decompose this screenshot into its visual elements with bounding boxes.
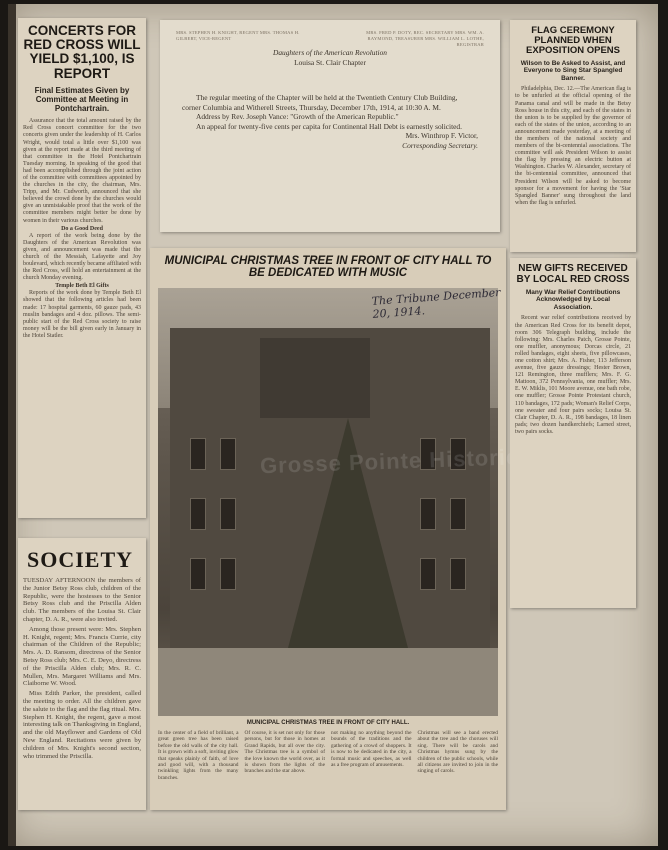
building-window	[220, 438, 236, 470]
subheadline: Final Estimates Given by Committee at Meeting in Pontchartrain.	[34, 85, 130, 114]
building-window	[420, 558, 436, 590]
article-body: Miss Edith Parker, the president, called the meeting to order. All the children gave the salute to the flag and the flag ritual. Mrs. Stephen H. Knight, the regent, gave a most interesting talk on Thanksgiving in England, and the old Mayflower and Gardens of Old New England. Recitations were given by children of Mrs. Knight's second section, who trimmed the Priscilla.	[23, 690, 141, 760]
signature: Mrs. Winthrop F. Victor,	[405, 131, 478, 140]
building-window	[420, 498, 436, 530]
appeal-notice: An appeal for twenty-five cents per capita for Continental Hall Debt is earnestly solicited.	[196, 121, 462, 131]
section-subhead: Do a Good Deed	[61, 225, 103, 232]
article-column: Of course, it is set not only for those persons, but for those in homes at Grand Rapids, but all over the city. The Christmas tree is a symbol of the love known the world over, as it is shown from the lights of the branches and the star above.	[244, 730, 325, 775]
article-body: Recent war relief contributions received by the American Red Cross for its benefit depot, room 306 Telegraph building, include the following: Mrs. Charles Patch, Grosse Pointe, one muffler, anonymous; Dorcas circle, 21 rolled bandages, eight sheets, five pillowcases, one cotton shirt; Mrs. A. Fisher, 113 Jefferson avenue, five gauze dressings; Hester Brown, 121 Remington, three mufflers; Mrs. F. G. Mattoon, 372 Pennsylvania, one muffler; Mrs. E. W. Miklis, 101 Moore avenue, one bath robe, one muffler; Grosse Pointe Protestant church, 110 bandages, 172 pads; Woman's Relief Corps, one sweater and four pairs socks; Louisa St. Clair Chapter, D. A. R., 198 bandages, 18 linen pads; two dozen handkerchiefs; Larned street, two pairs socks.	[515, 315, 631, 435]
headline: NEW GIFTS RECEIVED BY LOCAL RED CROSS	[516, 263, 630, 285]
clipping-christmas-tree	[150, 248, 506, 810]
article-column: Christmas will see a band erected about the tree and the choruses will sing. There will be carols and Christmas hymns sung by the children of the public schools, while all citizens are invited to join in the singing of carols.	[417, 730, 498, 775]
building-window	[190, 438, 206, 470]
officers-left: MRS. STEPHEN H. KNIGHT, REGENT MRS. THOMAS H. GILBERT, VICE-REGENT	[176, 30, 300, 41]
headline: SOCIETY	[27, 547, 134, 572]
building-window	[190, 498, 206, 530]
article-body: TUESDAY AFTERNOON the members of the Junior Betsy Ross club, children of the Republic, were the hostesses to the Senior Betsy Ross club and the Priscilla Alden club. The members of the Louisa St. Clair chapter, D. A. R., were also invited.	[23, 577, 141, 624]
headline: FLAG CEREMONY PLANNED WHEN EXPOSITION OPENS	[526, 25, 620, 56]
dar-chapter-notice	[160, 20, 500, 232]
article-column: In the center of a field of brilliant, a great green tree has been raised before the old walls of the city hall. It is grown with a soft, inviting glow that speaks plainly of faith, of love and good will, with a thousand twinkling lights from the many branches.	[158, 730, 239, 781]
city-hall-photo	[158, 288, 498, 716]
signature-title: Corresponding Secretary.	[402, 140, 478, 150]
letterhead-officers	[160, 20, 500, 48]
section-subhead: Temple Beth El Gifts	[55, 283, 109, 290]
clipping-society	[18, 538, 146, 810]
christmas-tree	[288, 418, 408, 648]
building-window	[220, 498, 236, 530]
officers-right: MRS. FRED P. DOTY, REC. SECRETARY MRS. WM. A. RAYMOND, TREASURER MRS. WILLIAM L. LOTHE, REGISTRAR	[366, 30, 484, 47]
article-column: not making no anything beyond the bounds of the traditions and the gathering of a crowd of shoppers. It is now to be dedicated in the city, a formal music and speeches, as well as a free program of amusements.	[331, 730, 412, 769]
building-window	[220, 558, 236, 590]
handwritten-source-note: The Tribune December 20, 1914.	[371, 285, 501, 321]
building-window	[450, 438, 466, 470]
building-window	[450, 498, 466, 530]
article-body: Philadelphia, Dec. 12.—The American flag is to be unfurled at the official opening of the Panama canal and will be made in the Betsy Ross house in this city, and each of the states in the union is to be supplied by the governor of each of the states of the union, according to an announcement made yesterday, at a meeting of the members of the national society and members of the bi-centennial associations. The committee will ask President Wilson to assist the flag by pressing an electric button at Washington. Charles W. Alexander, secretary of the bi-centennial committee, announced that President Wilson will be asked to become sponsor for a movement for having the 'Star Spangled Banner' sung throughout the land when the flag is unfurled.	[515, 86, 631, 206]
address-notice: Address by Rev. Joseph Vance: "Growth of the American Republic."	[196, 112, 399, 121]
page-binding	[8, 4, 16, 846]
article-body: Among those present were: Mrs. Stephen H. Knight, regent; Mrs. Francis Currie, city chairman of the Children of the Republic; Mrs. A. D. Ransom, directress of the Senior Betsy Ross club; Mrs. C. E. Deyo, directress of the Priscilla Alden club; Mrs. R. C. Mullen, Mrs. Margaret Williams and Mrs. Claiborne W. Wood.	[23, 625, 141, 688]
subheadline: Wilson to Be Asked to Assist, and Everyone to Sing Star Spangled Banner.	[520, 59, 626, 82]
chapter-name: Louisa St. Clair Chapter	[294, 57, 366, 67]
building-window	[420, 438, 436, 470]
clipping-flag-ceremony	[510, 20, 636, 252]
clipping-red-cross-concerts	[18, 18, 146, 518]
headline: MUNICIPAL CHRISTMAS TREE IN FRONT OF CITY HALL TO BE DEDICATED WITH MUSIC	[164, 255, 492, 280]
article-columns	[158, 730, 498, 808]
organization-name: Daughters of the American Revolution	[273, 48, 387, 57]
headline: CONCERTS FOR RED CROSS WILL YIELD $1,100, IS REPORT	[23, 23, 141, 81]
meeting-notice: The regular meeting of the Chapter will be held at the Twentieth Century Club Building, corner Columbia and Witherell Streets, Thursday, December 17th, 1914, at 10:30 A. M.	[182, 93, 458, 112]
photo-caption: MUNICIPAL CHRISTMAS TREE IN FRONT OF CITY HALL.	[246, 720, 410, 726]
city-hall-tower	[260, 338, 370, 418]
plaza-ground	[158, 648, 498, 716]
article-body: Reports of the work done by Temple Beth El showed that the following articles had been made: 17 hospital garments, 60 gauze pads, 43 muslin bandages and 4 doz. pillows. The semi-public start of the Red Cross society to raise money will be the bill given early in January in the Hotel Statler.	[23, 290, 141, 339]
article-body: A report of the work being done by the Daughters of the American Revolution was given, and announcement was made that the church of the Messiah, Lafayette and Joy boulevard, which recently became affiliated with the Red Cross, will hold an entertainment at the church Monday evening.	[23, 232, 141, 282]
article-body: Assurance that the total amount raised by the Red Cross concert committee for the two concerts given under the leadership of H. Carlos Wright, would total a little over $1,100 was given at the report made at the third meeting of that committee in the Hotel Pontchartrain Tuesday morning. In speaking of the good that had been accomplished through the joint action of the committee with committees appointed by the churches in the city, the chairman, Mrs. Tripp, and Mr. Cudworth, announced that she believed the crowd done by the churches would give an unmistakable proof that the work of the committee members might better be done by women in their various churches.	[23, 118, 141, 224]
clipping-red-cross-gifts	[510, 258, 636, 608]
building-window	[450, 558, 466, 590]
scrapbook-page	[8, 4, 658, 846]
building-window	[190, 558, 206, 590]
subheadline: Many War Relief Contributions Acknowledged by Local Association.	[525, 289, 621, 311]
